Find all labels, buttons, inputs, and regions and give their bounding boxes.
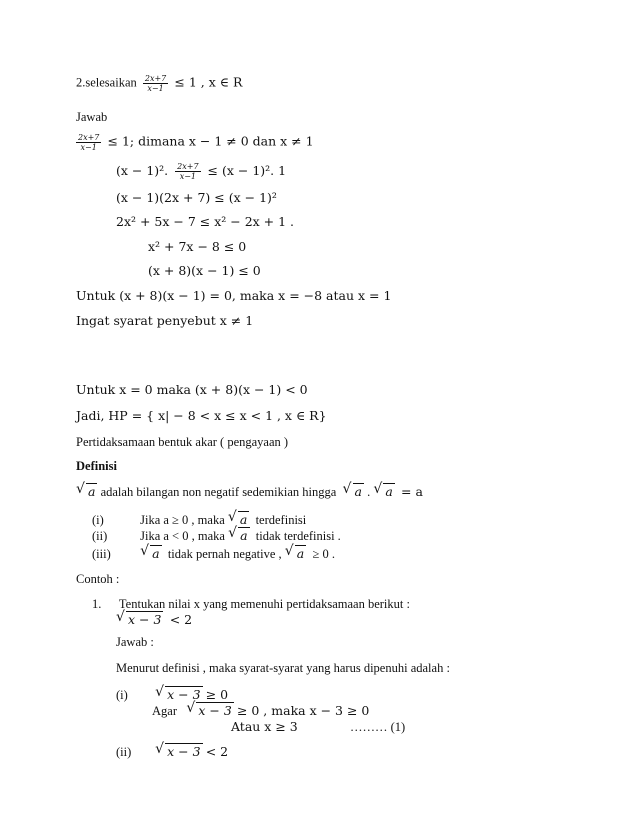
definition-line: √ a adalah bilangan non negatif sedemikian hingga √ a . √ a = a: [76, 481, 423, 499]
sqrt-icon: √: [227, 509, 237, 525]
fraction: $\frac{2x+7}{x-1}$: [144, 74, 167, 93]
step-line: [76, 133, 314, 152]
condition-line: Atau x ≥ 3 ……… (1): [231, 719, 406, 734]
sqrt-icon: √: [155, 684, 165, 700]
radical: √ a: [373, 481, 393, 499]
condition-line: (i) √ x − 3 ≥ 0: [116, 684, 229, 702]
sqrt-icon: √: [155, 741, 165, 757]
example-line: 1. Tentukan nilai x yang memenuhi pertidaksamaan berikut :: [92, 597, 410, 611]
step-line: Ingat syarat penyebut x ≠ 1: [76, 313, 254, 328]
problem-condition: ≤ 1 , x ∈ R: [174, 74, 243, 90]
sqrt-icon: √: [186, 700, 196, 716]
sqrt-icon: √: [373, 481, 383, 497]
list-item: (ii) Jika a < 0 , maka √ a tidak terdefinisi .: [92, 525, 341, 543]
list-item: (iii) √ a tidak pernah negative , √ a ≥ 0 .: [92, 543, 335, 561]
condition-line: Agar √ x − 3 ≥ 0 , maka x − 3 ≥ 0: [152, 700, 370, 718]
fraction: $\frac{2x+7}{x-1}$: [177, 162, 199, 181]
jawab-heading: Jawab :: [116, 635, 154, 649]
list-label: (ii): [116, 745, 132, 759]
condition-line: (ii) √ x − 3 < 2: [116, 741, 229, 759]
radical: √ a: [140, 543, 160, 561]
list-label: (ii): [92, 529, 108, 543]
step-line: Untuk x = 0 maka (x + 8)(x − 1) < 0: [76, 382, 308, 397]
jawab-heading: Jawab: [76, 110, 108, 124]
section-title: Pertidaksamaan bentuk akar ( pengayaan ): [76, 435, 289, 449]
step-text: ≤ (x − 1)². 1: [207, 163, 287, 178]
fraction: $\frac{2x+7}{x-1}$: [78, 133, 100, 152]
problem-label: 2.selesaikan: [76, 75, 137, 90]
radical: √ x − 3: [186, 700, 232, 718]
sqrt-icon: √: [76, 481, 85, 497]
definition-heading: Definisi: [76, 459, 117, 473]
step-line: (x + 8)(x − 1) ≤ 0: [148, 263, 261, 278]
sqrt-icon: √: [284, 543, 294, 559]
radical: √ a: [76, 481, 96, 499]
step-line: x² + 7x − 8 ≤ 0: [148, 239, 247, 254]
list-label: (i): [116, 688, 128, 702]
step-line: Untuk (x + 8)(x − 1) = 0, maka x = −8 atau x = 1: [76, 288, 392, 303]
example-line: √ x − 3 < 2: [116, 609, 193, 627]
contoh-heading: Contoh :: [76, 572, 120, 586]
radical: √ a: [342, 481, 362, 499]
radical: √ a: [284, 543, 305, 561]
example-line: Menurut definisi , maka syarat-syarat yang harus dipenuhi adalah :: [116, 661, 450, 675]
problem-line: [76, 74, 242, 93]
sqrt-icon: √: [342, 481, 352, 497]
radical: √ a: [228, 525, 248, 543]
radical: √ x − 3: [116, 609, 162, 627]
sqrt-icon: √: [228, 525, 237, 541]
sqrt-icon: √: [140, 543, 150, 559]
sqrt-icon: √: [116, 609, 125, 625]
step-line: (x − 1)(2x + 7) ≤ (x − 1)²: [116, 190, 277, 205]
step-text: ≤ 1; dimana x − 1 ≠ 0 dan x ≠ 1: [107, 133, 314, 149]
radical: √ a: [227, 509, 248, 527]
list-label: (i): [92, 513, 104, 527]
list-item: (i) Jika a ≥ 0 , maka √ a terdefinisi: [92, 509, 307, 527]
example-number: 1.: [92, 597, 102, 611]
step-line: 2x² + 5x − 7 ≤ x² − 2x + 1 .: [116, 214, 295, 229]
step-text: (x − 1)².: [116, 163, 169, 178]
equation-ref: ……… (1): [349, 720, 406, 734]
definition-text: adalah bilangan non negatif sedemikian hingga: [100, 485, 337, 499]
solution-set: Jadi, HP = { x| − 8 < x ≤ x < 1 , x ∈ R}: [76, 408, 327, 423]
step-line: [116, 162, 286, 181]
radical: √ x − 3: [155, 684, 201, 702]
list-label: (iii): [92, 547, 111, 561]
radical: √ x − 3: [155, 741, 201, 759]
